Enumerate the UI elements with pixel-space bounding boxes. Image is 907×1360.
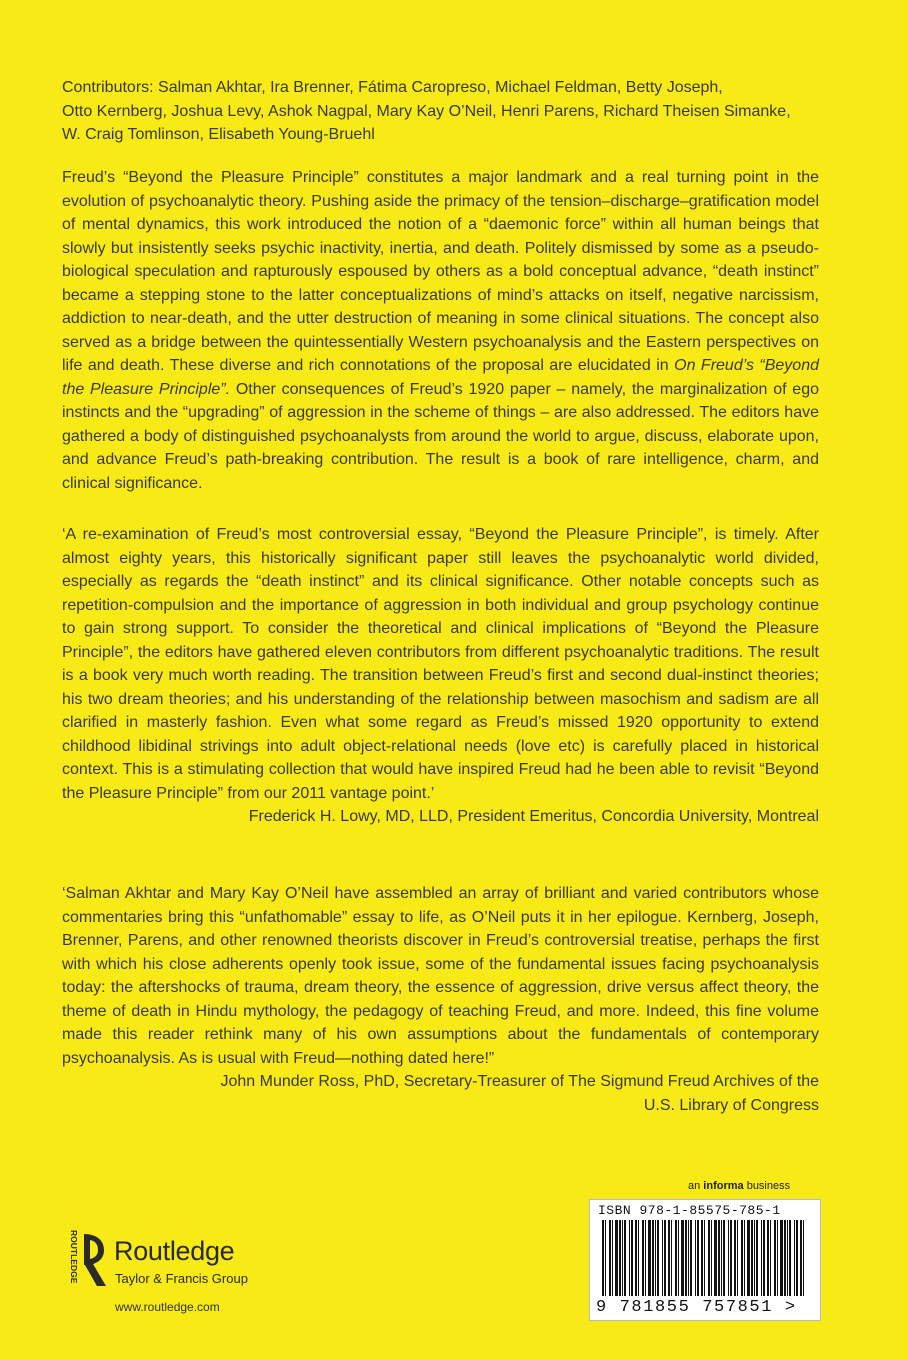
barcode-bar bbox=[675, 1220, 677, 1296]
barcode-bar bbox=[609, 1220, 611, 1296]
barcode-bar bbox=[602, 1220, 604, 1296]
review-quote-1-attribution: Frederick H. Lowy, MD, LLD, President Emeritus, Concordia University, Montreal bbox=[248, 808, 819, 825]
barcode-bar bbox=[652, 1220, 654, 1296]
barcode-bar bbox=[690, 1220, 692, 1296]
contributors-line-3: W. Craig Tomlinson, Elisabeth Young-Bruehl bbox=[62, 126, 375, 143]
barcode-bar bbox=[756, 1220, 758, 1296]
barcode-bar bbox=[624, 1220, 626, 1296]
description-text-a: Freud’s “Beyond the Pleasure Principle” constitutes a major landmark and a real turning point in the evolution of psychoanalytic theory. Pushing aside the primacy of the tension–discharge–gratification model of mental dynamics, this work introduced the notion of a “daemonic force” within all human beings that slowly but insistently seeks psychic inactivity, inertia, and death. Politely dismissed by some as a pseudo-biological speculation and rapturously espoused by others as a bold conceptual advance, “death instinct” became a stepping stone to the latter conceptualizations of mind’s attacks on itself, negative narcissism, addiction to near-death, and the utter destruction of meaning in some clinical situations. The concept also served as a bridge between the quintessentially Western psychoanalysis and the Eastern perspectives on life and death. These diverse and rich connotations of the proposal are elucidated in bbox=[62, 169, 819, 374]
barcode-bar bbox=[741, 1220, 743, 1296]
routledge-logo-vertical-text: ROUTLEDGE bbox=[69, 1230, 79, 1284]
barcode-bar bbox=[737, 1220, 738, 1296]
barcode-bar bbox=[688, 1220, 689, 1296]
barcode-bar bbox=[761, 1220, 762, 1296]
barcode-bar bbox=[668, 1220, 670, 1296]
barcode-bar bbox=[655, 1220, 656, 1296]
description-paragraph bbox=[62, 166, 819, 495]
review-quote-1 bbox=[62, 523, 819, 829]
barcode-bar bbox=[711, 1220, 712, 1296]
barcode-bar bbox=[631, 1220, 633, 1296]
review-quote-2 bbox=[62, 882, 819, 1117]
barcode-bar bbox=[648, 1220, 651, 1296]
barcode-bar bbox=[721, 1220, 722, 1296]
barcode-bar bbox=[770, 1220, 771, 1296]
book-description bbox=[62, 166, 819, 495]
barcode-bar bbox=[800, 1220, 802, 1296]
barcode-bar bbox=[638, 1220, 639, 1296]
barcode-bar bbox=[730, 1220, 732, 1296]
barcode-bar bbox=[747, 1220, 750, 1296]
isbn-label: ISBN 978-1-85575-785-1 bbox=[598, 1203, 781, 1218]
barcode-bar bbox=[642, 1220, 644, 1296]
barcode-bar bbox=[657, 1220, 659, 1296]
barcode-bar bbox=[787, 1220, 788, 1296]
barcode-bar bbox=[695, 1220, 696, 1296]
barcode-bar bbox=[744, 1220, 745, 1296]
barcode-bar bbox=[708, 1220, 710, 1296]
barcode-bar bbox=[734, 1220, 736, 1296]
contributors-line-1: Contributors: Salman Akhtar, Ira Brenner, Fátima Caropreso, Michael Feldman, Betty Joseph, bbox=[62, 79, 723, 96]
barcode-bars bbox=[602, 1220, 808, 1296]
barcode-bar bbox=[754, 1220, 755, 1296]
review-quote-2-text: ‘Salman Akhtar and Mary Kay O’Neil have assembled an array of brilliant and varied contributors whose commentaries bring this “unfathomable” essay to life, as O’Neil puts it in her epilogue. Kernberg, Joseph, Brenner, Parens, and other renowned theorists discover in Freud’s controversial treatise, perhaps the first with which his close adherents openly took issue, some of the fundamental issues facing psychoanalysis today: the aftershocks of trauma, dream theory, the essence of aggression, drive versus affect theory, the theme of death in Hindu mythology, the pedagogy of teaching Freud, and more. Indeed, this fine volume made this reader rethink many of his own assumptions about the fundamentals of contemporary psychoanalysis. As is usual with Freud—nothing dated here!” bbox=[62, 885, 819, 1067]
barcode-bar bbox=[612, 1220, 613, 1296]
barcode-bar bbox=[794, 1220, 795, 1296]
review-quote-2-attribution-line-2: U.S. Library of Congress bbox=[643, 1096, 819, 1114]
barcode-bar bbox=[723, 1220, 725, 1296]
barcode-bar bbox=[685, 1220, 687, 1296]
barcode-bar bbox=[678, 1220, 679, 1296]
publisher-website[interactable]: www.routledge.com bbox=[115, 1300, 220, 1314]
barcode-bar bbox=[767, 1220, 769, 1296]
informa-business-tag bbox=[688, 1180, 790, 1192]
barcode-bar bbox=[728, 1220, 729, 1296]
barcode-bar bbox=[777, 1220, 778, 1296]
barcode-bar bbox=[718, 1220, 720, 1296]
barcode-bar bbox=[774, 1220, 776, 1296]
publisher-group: Taylor & Francis Group bbox=[115, 1271, 248, 1286]
barcode-bar bbox=[671, 1220, 672, 1296]
barcode-bar bbox=[662, 1220, 663, 1296]
barcode-bar bbox=[629, 1220, 630, 1296]
routledge-logo-icon bbox=[62, 1228, 112, 1290]
informa-prefix: an bbox=[688, 1180, 704, 1192]
barcode-bar bbox=[619, 1220, 621, 1296]
informa-suffix: business bbox=[743, 1180, 791, 1192]
publisher-name: Routledge bbox=[114, 1236, 235, 1266]
description-book-title: On Freud’s “Beyond the Pleasure Principle”. bbox=[62, 357, 820, 398]
barcode-bar bbox=[784, 1220, 786, 1296]
barcode-bar bbox=[697, 1220, 699, 1296]
barcode-bar bbox=[714, 1220, 717, 1296]
isbn-barcode bbox=[589, 1199, 821, 1321]
barcode-bar bbox=[645, 1220, 646, 1296]
barcode-bar bbox=[622, 1220, 623, 1296]
barcode-bar bbox=[763, 1220, 765, 1296]
barcode-bar bbox=[751, 1220, 753, 1296]
barcode-bar bbox=[789, 1220, 791, 1296]
barcode-bar bbox=[704, 1220, 705, 1296]
review-quote-1-text: ‘A re-examination of Freud’s most controversial essay, “Beyond the Pleasure Principle”, is timely. After almost eighty years, this historically significant paper still leaves the psychoanalytic world divided, especially as regards the “death instinct” and its clinical significance. Other notable concepts such as repetition-compulsion and the importance of aggression in both individual and group psychology continue to gain strong support. To consider the theoretical and clinical implications of “Beyond the Pleasure Principle”, the editors have gathered eleven contributors from different psychoanalytic traditions. The result is a book very much worth reading. The transition between Freud’s first and second dual-instinct theories; his two dream theories; and his understanding of the relationship between masochism and sadism are all clarified in masterly fashion. Even what some regard as Freud’s missed 1920 opportunity to extend childhood libidinal strivings into adult object-relational needs (love etc) is carefully placed in historical context. This is a stimulating collection that would have inspired Freud had he been able to revisit “Beyond the Pleasure Principle” from our 2011 vantage point.’ bbox=[62, 526, 819, 802]
barcode-bar bbox=[803, 1220, 804, 1296]
informa-brand: informa bbox=[703, 1180, 744, 1192]
barcode-bar bbox=[605, 1220, 606, 1296]
barcode-bar bbox=[780, 1220, 783, 1296]
barcode-bar bbox=[796, 1220, 798, 1296]
barcode-bar bbox=[701, 1220, 703, 1296]
contributors-line-2: Otto Kernberg, Joshua Levy, Ashok Nagpal, Mary Kay O’Neil, Henri Parens, Richard Theisen Simanke, bbox=[62, 102, 791, 120]
barcode-bar bbox=[635, 1220, 637, 1296]
description-text-b: Other consequences of Freud’s 1920 paper – namely, the marginalization of ego instincts and the “upgrading” of aggression in the scheme of things – are also addressed. The editors have gathered a body of distinguished psychoanalysts from around the world to argue, discuss, elaborate upon, and advance Freud’s path-breaking contribution. The result is a book of rare intelligence, charm, and clinical significance. bbox=[62, 380, 819, 492]
isbn-digits: 9 781855 757851 > bbox=[596, 1298, 797, 1317]
barcode-bar bbox=[664, 1220, 666, 1296]
contributors-list bbox=[62, 76, 819, 147]
barcode-bar bbox=[615, 1220, 618, 1296]
barcode-bar bbox=[681, 1220, 684, 1296]
review-quote-2-attribution-line-1: John Munder Ross, PhD, Secretary-Treasurer of The Sigmund Freud Archives of the bbox=[220, 1073, 819, 1090]
